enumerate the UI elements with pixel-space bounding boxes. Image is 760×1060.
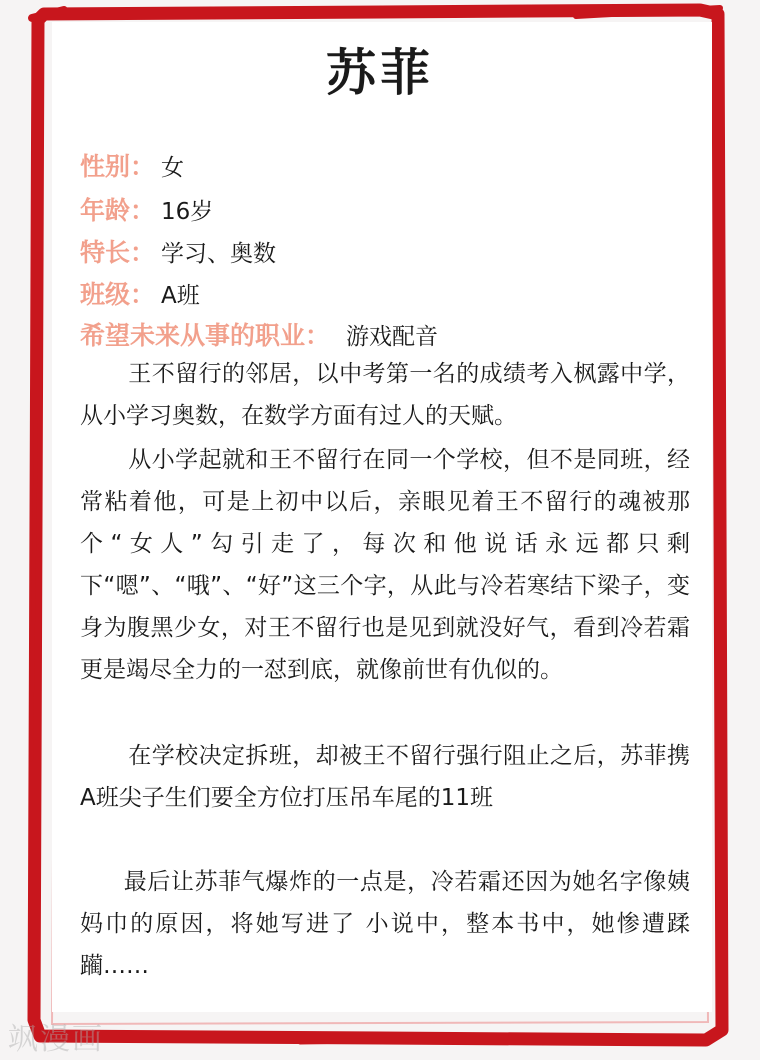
field-class-label: 班级： (80, 280, 156, 309)
field-class-value: A班 (161, 282, 200, 309)
paragraph-finale: 最后让苏菲气爆炸的一点是，冷若霜还因为她名字像姨妈巾的原因，将她写进了 小说中，整本书中，她惨遭蹂躏…… (80, 869, 690, 979)
field-specialty-label: 特长： (80, 238, 156, 267)
field-career-value: 游戏配音 (346, 323, 439, 350)
field-age-value: 16岁 (161, 198, 214, 225)
field-career (80, 317, 438, 351)
field-gender (80, 148, 184, 182)
field-class (80, 276, 200, 310)
field-gender-label: 性别： (80, 152, 156, 181)
field-career-label: 希望未来从事的职业： (80, 321, 331, 350)
paragraph-background: 从小学起就和王不留行在同一个学校，但不是同班，经常粘着他，可是上初中以后，亲眼见着王不留行的魂被那个“女人”勾引走了，每次和他说话永远都只剩下“嗯”、“哦”、“好”这三个字，从此与冷若寒结下梁子，变身为腹黑少女，对王不留行也是见到就没好气，看到冷若霜更是竭尽全力的一怼到底，就像前世有仇似的。 (80, 447, 690, 683)
field-gender-value: 女 (161, 154, 185, 181)
field-age-label: 年龄： (80, 196, 156, 225)
field-specialty-value: 学习、奥数 (161, 240, 277, 267)
paragraph-intro: 王不留行的邻居，以中考第一名的成绩考入枫露中学，从小学习奥数，在数学方面有过人的天赋。 (80, 361, 690, 429)
field-specialty (80, 234, 276, 268)
watermark-logo: 飒漫画 (8, 1022, 104, 1057)
page-title: 苏菲 (326, 44, 434, 102)
paragraph-school: 在学校决定拆班，却被王不留行强行阻止之后，苏菲携A班尖子生们要全方位打压吊车尾的11班 (80, 743, 690, 811)
field-age (80, 192, 213, 226)
